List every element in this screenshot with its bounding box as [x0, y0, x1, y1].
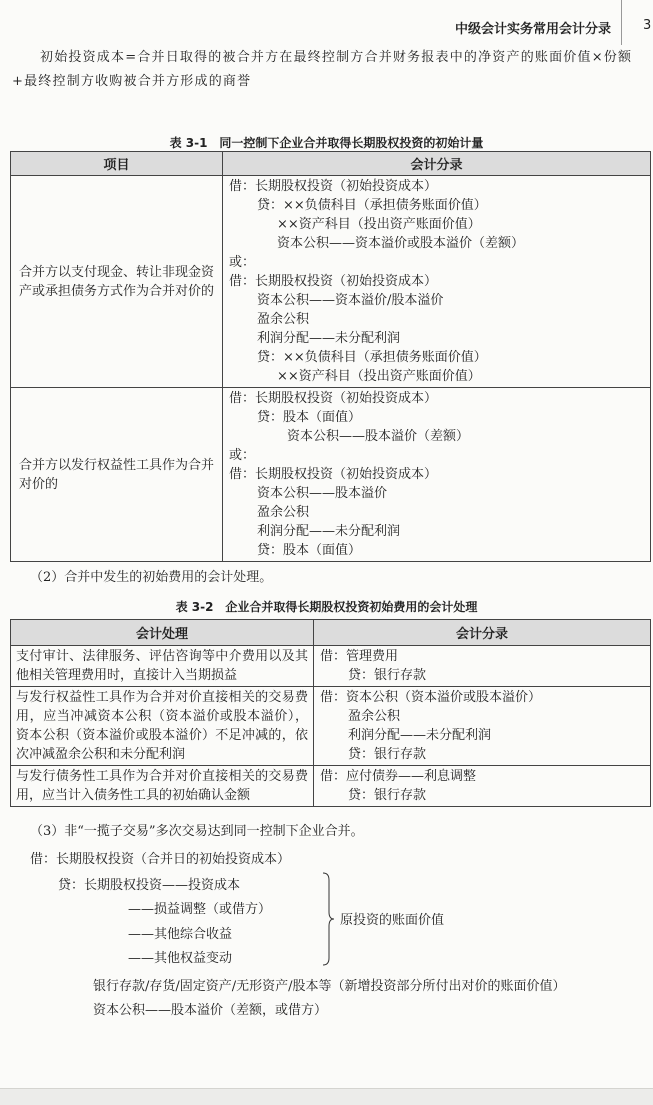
entry-line: 或：	[229, 448, 256, 463]
entry-line: 借：长期股权投资（初始投资成本）	[229, 274, 438, 289]
entry-line: 盈余公积	[257, 505, 310, 520]
entry-line: 资本公积——股本溢价（差额）	[287, 429, 470, 444]
running-header-title: 中级会计实务常用会计分录	[455, 22, 612, 37]
entry-cell	[314, 646, 651, 687]
entry-line: 盈余公积	[257, 312, 310, 327]
item-cell: 与发行债务性工具作为合并对价直接相关的交易费用，应当计入债务性工具的初始确认金额	[11, 766, 314, 807]
entry-line: 贷：银行存款	[348, 668, 427, 683]
credit-line: ——其他权益变动	[128, 951, 233, 966]
entry-line: 贷：银行存款	[348, 747, 427, 762]
entry-line: 借：长期股权投资（初始投资成本）	[229, 391, 438, 406]
section-2-heading: （2）合并中发生的初始费用的会计处理。	[30, 570, 273, 585]
entry-line: 借：长期股权投资（初始投资成本）	[229, 467, 438, 482]
table1-caption: 表 3-1 同一控制下企业合并取得长期股权投资的初始计量	[169, 136, 484, 150]
scan-bottom-edge	[0, 1088, 653, 1105]
entry-line: 盈余公积	[348, 709, 401, 724]
entry-cell	[223, 388, 651, 562]
entry-line: 借：长期股权投资（初始投资成本）	[229, 179, 438, 194]
table-3-2	[10, 619, 651, 807]
entry-line: 借：资本公积（资本溢价或股本溢价）	[320, 690, 542, 705]
credit-line: 银行存款/存货/固定资产/无形资产/股本等（新增投资部分所付出对价的账面价值）	[93, 979, 566, 994]
credit-line: 资本公积——股本溢价（差额，或借方）	[93, 1003, 328, 1018]
entry-line: 贷：××负债科目（承担债务账面价值）	[257, 350, 487, 365]
table2-caption: 表 3-2 企业合并取得长期股权投资初始费用的会计处理	[175, 600, 478, 614]
table-row	[11, 176, 651, 388]
entry-line: 利润分配——未分配利润	[348, 728, 492, 743]
item-cell: 支付审计、法律服务、评估咨询等中介费用以及其他相关管理费用时，直接计入当期损益	[11, 646, 314, 687]
entry-line: 借：管理费用	[320, 649, 399, 664]
column-header: 会计分录	[223, 152, 651, 176]
entry-line: 资本公积——资本溢价/股本溢价	[257, 293, 444, 308]
brace-label: 原投资的账面价值	[340, 913, 445, 928]
column-header: 项目	[11, 152, 223, 176]
page-number: 3	[643, 18, 652, 33]
entry-line: 资本公积——资本溢价或股本溢价（差额）	[277, 236, 525, 251]
entry-line: 贷：股本（面值）	[257, 410, 362, 425]
entry-line: 借：应付债券——利息调整	[320, 769, 477, 784]
item-cell: 合并方以发行权益性工具作为合并对价的	[11, 388, 223, 562]
entry-line: 利润分配——未分配利润	[257, 524, 401, 539]
table-row	[11, 646, 651, 687]
table-3-1	[10, 151, 651, 562]
intro-paragraph: 初始投资成本=合并日取得的被合并方在最终控制方合并财务报表中的净资产的账面价值×份额+最终控制方收购被合并方形成的商誉	[12, 50, 633, 89]
column-header: 会计分录	[314, 620, 651, 646]
entry-line: 贷：银行存款	[348, 788, 427, 803]
header-divider	[621, 0, 622, 45]
debit-line: 借：长期股权投资（合并日的初始投资成本）	[30, 852, 291, 867]
table-row	[11, 766, 651, 807]
table-row	[11, 388, 651, 562]
column-header: 会计处理	[11, 620, 314, 646]
credit-line: ——损益调整（或借方）	[128, 902, 272, 917]
table-row	[11, 687, 651, 766]
entry-line: 贷：股本（面值）	[257, 543, 362, 558]
entry-cell	[314, 687, 651, 766]
right-brace-icon	[322, 872, 334, 966]
credit-line: 贷：长期股权投资——投资成本	[58, 878, 241, 893]
credit-line: ——其他综合收益	[128, 927, 233, 942]
entry-line: ××资产科目（投出资产账面价值）	[277, 369, 481, 384]
entry-line: ××资产科目（投出资产账面价值）	[277, 217, 481, 232]
entry-line: 资本公积——股本溢价	[257, 486, 388, 501]
entry-line: 或：	[229, 255, 256, 270]
section-3-heading: （3）非“一揽子交易”多次交易达到同一控制下企业合并。	[30, 824, 364, 839]
entry-cell	[223, 176, 651, 388]
entry-line: 利润分配——未分配利润	[257, 331, 401, 346]
item-cell: 与发行权益性工具作为合并对价直接相关的交易费用，应当冲减资本公积（资本溢价或股本溢价），资本公积（资本溢价或股本溢价）不足冲减的，依次冲减盈余公积和未分配利润	[11, 687, 314, 766]
item-cell: 合并方以支付现金、转让非现金资产或承担债务方式作为合并对价的	[11, 176, 223, 388]
entry-cell	[314, 766, 651, 807]
entry-line: 贷：××负债科目（承担债务账面价值）	[257, 198, 487, 213]
